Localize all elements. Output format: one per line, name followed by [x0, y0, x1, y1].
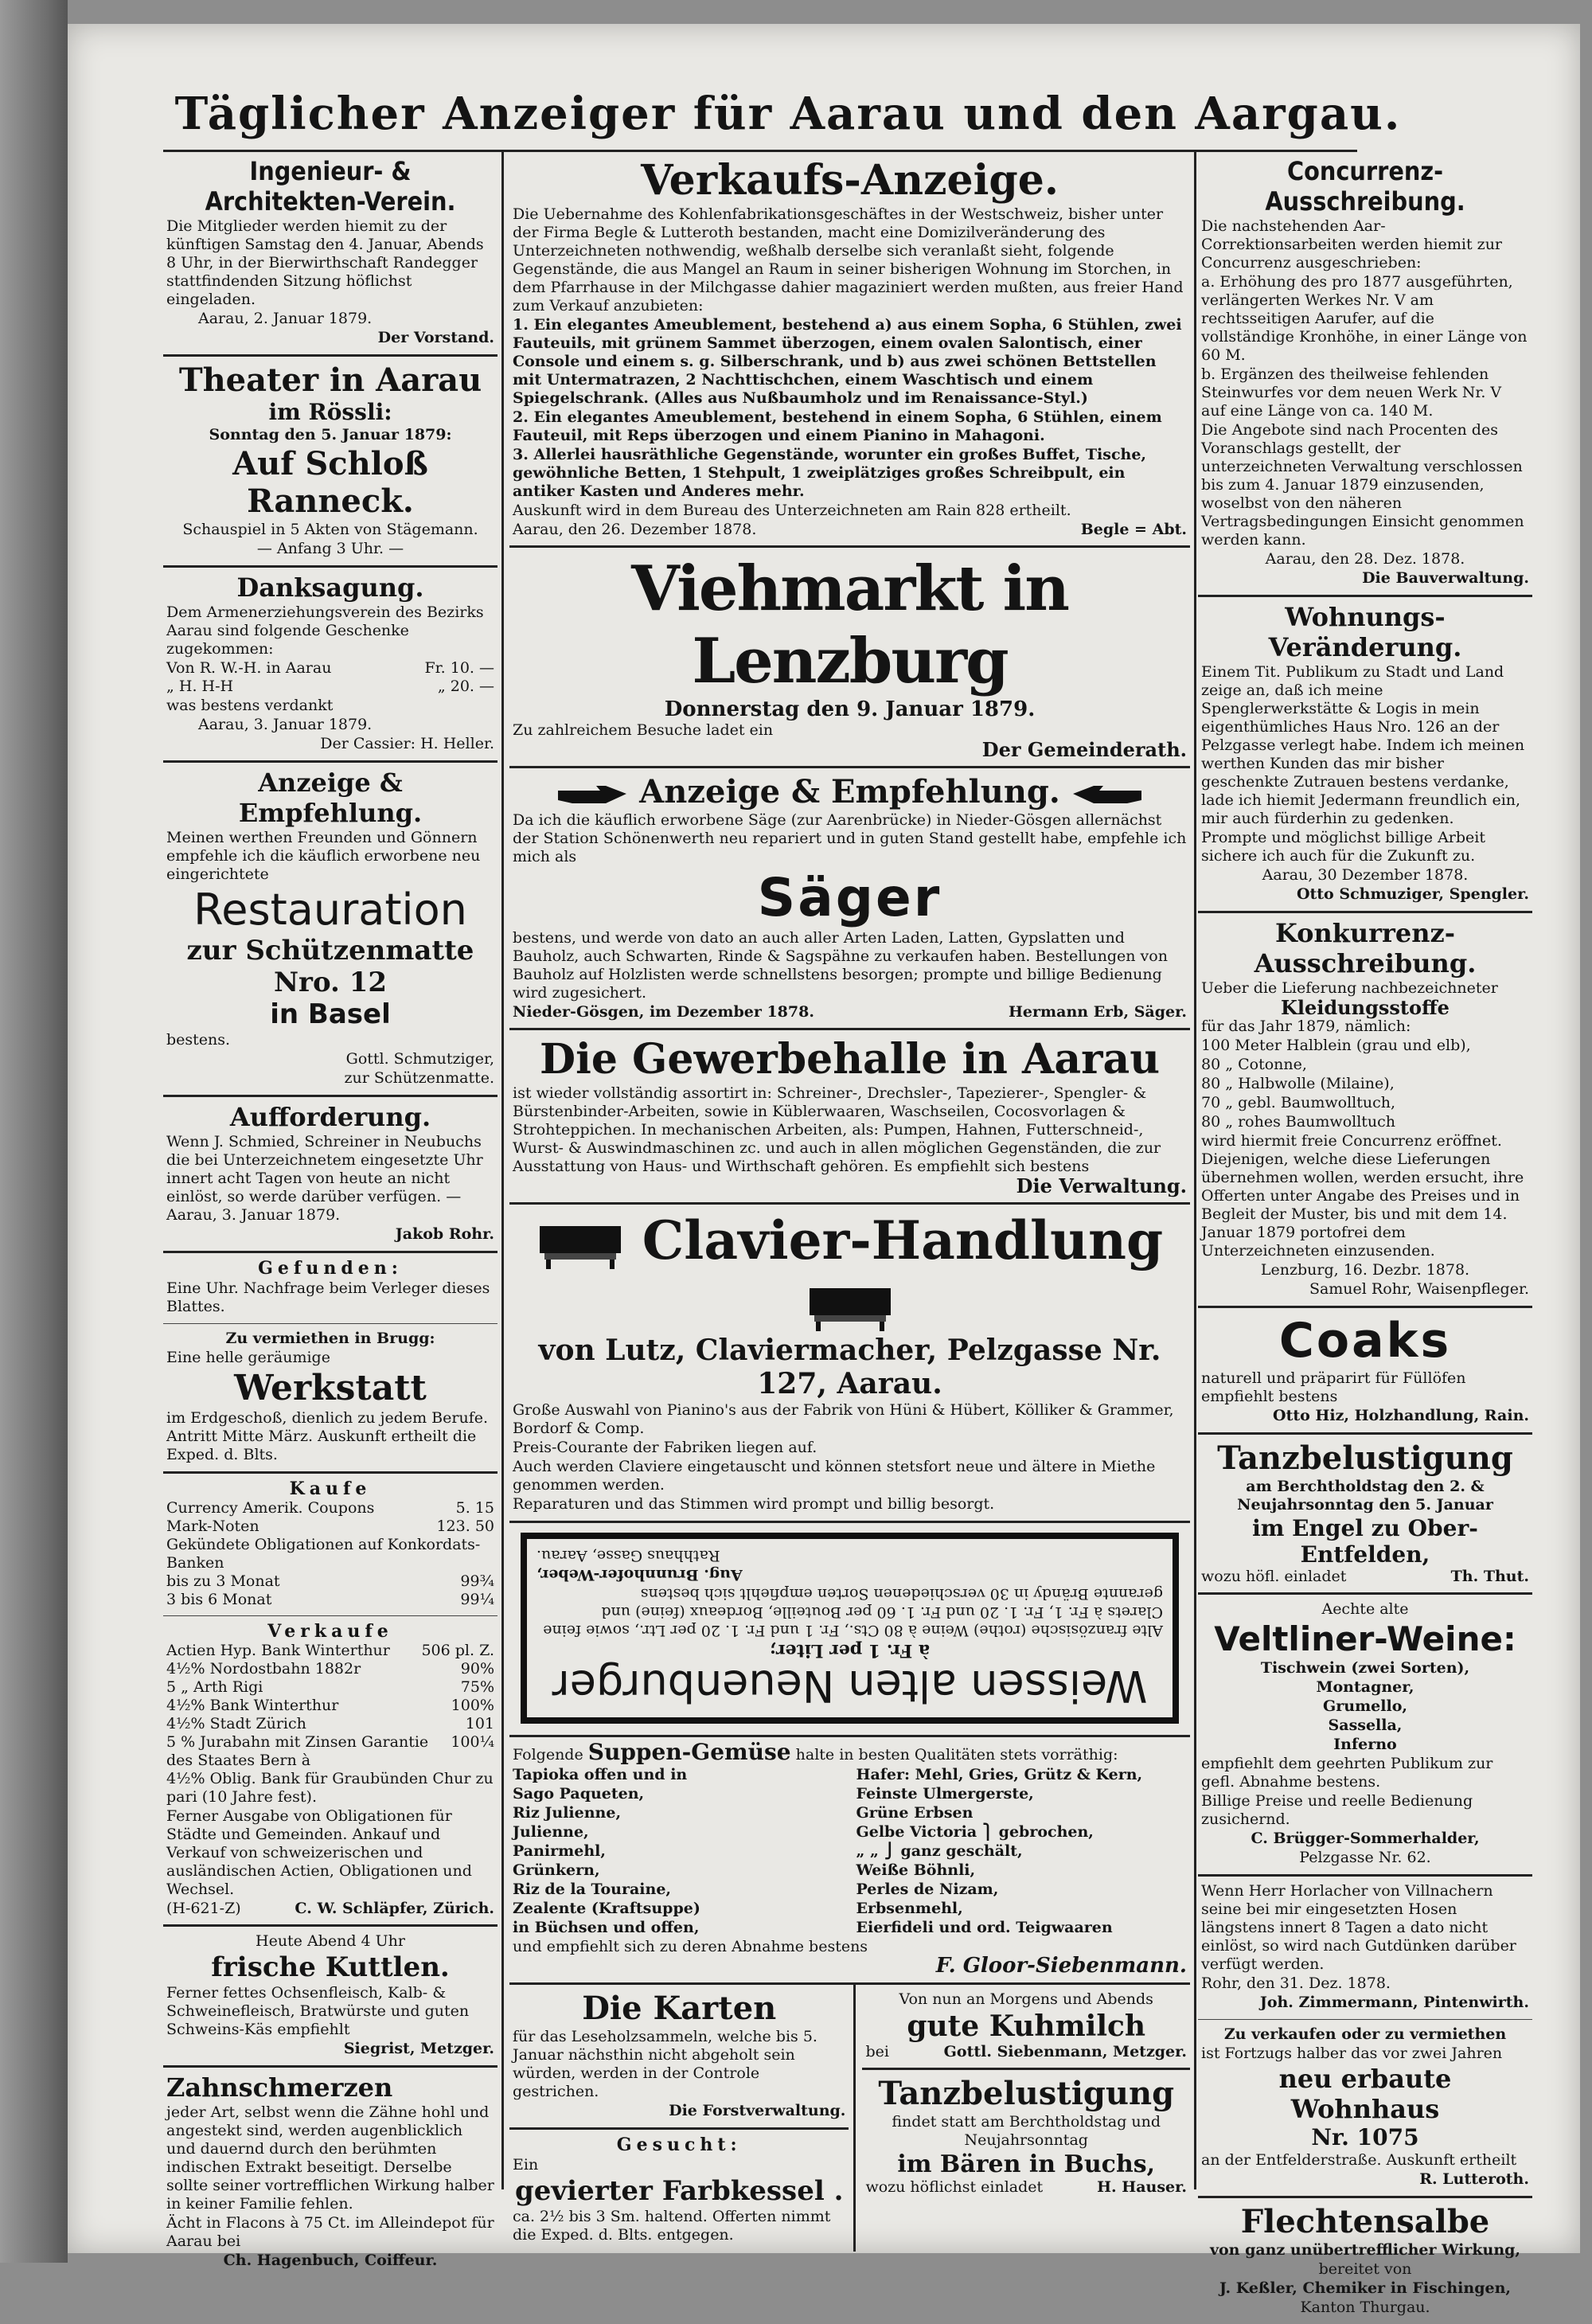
ad-title: Ingenieur- & Architekten-Verein. [205, 156, 456, 217]
ad-signature: Jakob Rohr. [395, 1225, 494, 1243]
column-rule-right [1194, 151, 1196, 2189]
material-item: 100 Meter Halblein (grau und elb), [1201, 1037, 1471, 1054]
ad-start-time: — Anfang 3 Uhr. — [256, 540, 404, 557]
ad-title: Tanzbelustigung [1217, 1439, 1513, 1477]
product-item: Tapioka offen und in [513, 1766, 688, 1783]
ad-title: Die Karten [582, 1990, 777, 2027]
ad-pretitle: Aechte alte [1321, 1600, 1409, 1618]
price-row [166, 1499, 494, 1517]
ad-clavier-handlung [509, 1205, 1190, 1523]
ad-tanz-buchs [862, 2070, 1190, 2203]
pointing-hand-right-icon [556, 783, 628, 807]
ad-title: Theater in Aarau [178, 361, 482, 399]
ad-title: Concurrenz-Ausschreibung. [1265, 156, 1465, 217]
ad-title: Verkaufe [267, 1621, 393, 1642]
ad-body: ist wieder vollständig assortirt in: Schreiner-, Drechsler-, Tapezierer-, Spengler- & Bürstenbinder-Arbeiten, sowie in Küblerwaaren, Waschseilen, Cocosvorlagen & Strohteppichen. In mechanischen Arbeiten, als: Pumpen, Hahnen, Futterschneid-, Wurst- & Auswindmaschinen zc. und auch in allen möglichen Gegenständen, die zur Ausstattung von Haus- und Wirthschaft gehören. Es empfiehlt sich bestens [513, 1084, 1161, 1175]
ad-body: an der Entfelderstraße. Auskunft ertheilt [1201, 2151, 1517, 2169]
ad-body: bereitet von [1318, 2260, 1412, 2278]
ad-body: am Berchtholdstag den 2. & Neujahrsonntag den 5. Januar [1237, 1478, 1493, 1514]
ad-code: (H-621-Z) [166, 1900, 241, 1917]
ad-headline: Veltliner-Weine: [1214, 1619, 1516, 1658]
ad-play-title: Auf Schloß Ranneck. [232, 445, 428, 520]
wine-item: Inferno [1333, 1736, 1397, 1753]
product-item: Riz Julienne, [513, 1804, 622, 1822]
masthead: Täglicher Anzeiger für Aarau und den Aargau. [174, 88, 1402, 140]
ad-restauration [163, 763, 498, 1097]
price-row-value: 99¼ [460, 1591, 494, 1608]
price-row-label: Gekündete Obligationen auf Konkordats-Banken [166, 1536, 481, 1572]
ad-title: Flechtensalbe [1240, 2203, 1490, 2240]
ad-body: Große Auswahl von Pianino's aus der Fabrik von Hüni & Hübert, Kölliker & Grammer, Bordorf & Comp. [513, 1401, 1174, 1437]
material-item: 80 „ Halbwolle (Milaine), [1201, 1075, 1395, 1092]
ad-signature: Otto Hiz, Holzhandlung, Rain. [1273, 1407, 1529, 1424]
wine-item: Montagner, [1316, 1678, 1414, 1696]
product-item: „ „ ⎭ ganz geschält, [856, 1842, 1023, 1860]
ad-signature: zur Schützenmatte. [344, 1069, 494, 1087]
ad-body: Die Angebote sind nach Procenten des Voranschlags gestellt, der unterzeichneten Verwaltung verschlossen bis zum 4. Januar 1879 einzusenden, woselbst von den näheren Vertragsbedingungen Einsicht genommen werden kann. [1201, 421, 1524, 549]
ad-city: in Basel [270, 998, 391, 1030]
ad-signature: H. Hauser. [1097, 2178, 1187, 2196]
ad-body: Auch werden Claviere eingetauscht und können stetsfort neue und ältere in Miethe genommen werden. [513, 1458, 1156, 1494]
bottom-mid-grid [509, 1985, 1190, 2252]
ad-gefunden [163, 1253, 498, 1324]
ad-item: Kleidungsstoffe [1281, 996, 1450, 1019]
price-row-value: 75% [460, 1678, 494, 1696]
product-item: Perles de Nizam, [856, 1881, 999, 1898]
product-item: Riz de la Touraine, [513, 1881, 672, 1898]
ad-body: Die nachstehenden Aar-Correktionsarbeiten werden hiemit zur Concurrenz ausgeschrieben: [1201, 217, 1503, 271]
ad-date: Donnerstag den 9. Januar 1879. [664, 697, 1036, 721]
ad-number: Nr. 1075 [1311, 2124, 1419, 2150]
ad-body: Die Mitglieder werden hiemit zu der künftigen Samstag den 4. Januar, Abends 8 Uhr, in der Bierwirthschaft Randegger stattfindenden Sitzung höflichst eingeladen. [166, 217, 484, 308]
price-row-label: 3 bis 6 Monat [166, 1591, 272, 1608]
ad-body: naturell und präparirt für Füllöfen empfiehlt bestens [1201, 1369, 1466, 1405]
ad-neuenburger-upside-down [509, 1523, 1190, 1737]
price-row-label: Currency Amerik. Coupons [166, 1499, 375, 1517]
ad-body: wozu höfl. einladet [1201, 1568, 1347, 1585]
price-row-label: 4½% Stadt Zürich [166, 1715, 306, 1732]
price-row [166, 1517, 494, 1536]
ad-theater [163, 357, 498, 568]
ad-subtitle: im Rössli: [268, 399, 392, 425]
ad-body: Dem Armenerziehungsverein des Bezirks Aarau sind folgende Geschenke zugekommen: [166, 603, 484, 658]
product-item: Julienne, [513, 1823, 589, 1841]
ad-title: Suppen-Gemüse [587, 1739, 791, 1765]
ad-signature: Der Gemeinderath. [981, 738, 1187, 761]
ad-title: Zahnschmerzen [166, 2072, 393, 2103]
ad-tanz-entfelden [1198, 1435, 1532, 1595]
product-list-left [513, 1765, 844, 1937]
material-item: 80 „ Cotonne, [1201, 1056, 1307, 1073]
ad-body: für das Leseholzsammeln, welche bis 5. Januar nächsthin nicht abgeholt sein würden, werden in der Controle gestrichen. [513, 2028, 817, 2100]
ad-body: Wenn Herr Horlacher von Villnachern seine bei mir eingesetzten Hosen längstens innert 8 Tagen a dato nicht einlöst, so wird nach Gutdünken darüber verfügt werden. [1201, 1882, 1516, 1973]
ad-signature: R. Lutteroth. [1419, 2170, 1529, 2188]
ad-title: Weissen alten Neuenburger [552, 1661, 1148, 1711]
ad-coaks [1198, 1308, 1532, 1435]
price-row-value: 100¼ [451, 1733, 494, 1751]
ad-zahnschmerzen [163, 2068, 498, 2277]
product-item: Hafer: Mehl, Gries, Grütz & Kern, [856, 1766, 1143, 1783]
ad-body: bestens. [166, 1031, 231, 1049]
price-row-value: 99¾ [460, 1572, 494, 1590]
ad-headline: Säger [757, 867, 942, 928]
product-item: Eierfideli und ord. Teigwaaren [856, 1919, 1113, 1936]
price-row-value: 123. 50 [436, 1517, 494, 1535]
price-row-value: 90% [460, 1660, 494, 1678]
ad-signature: Die Forstverwaltung. [669, 2102, 846, 2119]
ad-body: Meinen werthen Freunden und Gönnern empfehle ich die käuflich erworbene neu eingerichtete [166, 829, 481, 883]
ad-signature: Hermann Erb, Säger. [1008, 1003, 1187, 1021]
price-row-label: Actien Hyp. Bank Winterthur [166, 1642, 390, 1659]
ad-pretitle: Zu vermiethen in Brugg: [225, 1330, 435, 1347]
price-row [166, 1715, 494, 1733]
ad-body: Prompte und möglichst billige Arbeit sichere ich auch für die Zukunft zu. [1201, 829, 1485, 865]
ad-danksagung [163, 568, 498, 763]
ad-viehmarkt [509, 548, 1190, 768]
ad-body: Eine helle geräumige [166, 1349, 330, 1366]
ad-body: Einem Tit. Publikum zu Stadt und Land zeige an, daß ich meine Spenglerwerkstätte & Logis in mein eigenthümliches Haus Nro. 126 an der Pelzgasse verlegt habe. Indem ich meinen werthen Kunden das mir bisher geschenkte Zutrauen bestens verdanke, lade ich hiemit Jedermann freundlich ein, mir auch fürderhin zu gedenken. [1201, 663, 1525, 827]
ad-signature: Der Vorstand. [377, 329, 494, 346]
ad-body: Da ich die käuflich erworbene Säge (zur Aarenbrücke) in Nieder-Gösgen allernächst der Station Schönenwerth neu repariert und in guten Stand gestellt habe, empfehle ich mich als [513, 811, 1187, 865]
price-row-label: Mark-Noten [166, 1517, 259, 1535]
ad-title: Anzeige & Empfehlung. [238, 768, 423, 828]
ad-date: Aarau, den 26. Dezember 1878. [513, 521, 757, 538]
price-row [166, 1536, 494, 1572]
ad-signature: C. W. Schläpfer, Zürich. [295, 1900, 494, 1917]
price-row-label: 5 „ Arth Rigi [166, 1678, 263, 1696]
price-row [166, 1697, 494, 1715]
ad-signature: Gottl. Schmutziger, [345, 1050, 494, 1068]
ad-verkaufs-anzeige [509, 151, 1190, 548]
price-list [166, 1499, 494, 1609]
piano-icon [537, 1221, 624, 1269]
price-row [166, 1572, 494, 1591]
ad-body: jeder Art, selbst wenn die Zähne hohl und angestekt sind, werden augenblicklich und dauernd durch den berühmten indischen Extrakt beseitigt. Derselbe sollte seiner vortrefflichen Wirkung halber in keiner Familie fehlen. [166, 2103, 494, 2213]
price-row-value: 506 pl. Z. [421, 1642, 494, 1659]
product-item: Feinste Ulmergerste, [856, 1785, 1034, 1803]
ad-body: halte in besten Qualitäten stets vorräthig: [795, 1746, 1118, 1764]
ad-headline: Coaks [1278, 1313, 1452, 1369]
ad-body: Preis-Courante der Fabriken liegen auf. [513, 1439, 817, 1456]
ad-date: Sonntag den 5. Januar 1879: [209, 426, 452, 443]
ad-signature: C. Brügger-Sommerhalder, [1251, 1830, 1480, 1847]
wine-item: Sassella, [1328, 1717, 1403, 1734]
ad-signature: Kanton Thurgau. [1300, 2299, 1430, 2316]
product-item: Erbsenmehl, [856, 1900, 963, 1917]
ad-date: Rohr, den 31. Dez. 1878. [1201, 1974, 1391, 1992]
ad-werkstatt [163, 1324, 498, 1474]
ad-wohnhaus [1198, 2020, 1532, 2198]
ad-signature: Otto Schmuziger, Spengler. [1296, 885, 1529, 903]
ad-signature: Pelzgasse Nr. 62. [1299, 1849, 1431, 1866]
ad-date: Lenzburg, 16. Dezbr. 1878. [1260, 1261, 1470, 1279]
product-item: Zealente (Kraftsuppe) [513, 1900, 700, 1917]
ad-title: Viehmarkt in Lenzburg [631, 553, 1068, 697]
ad-body: ist Fortzugs halber das vor zwei Jahren [1201, 2045, 1503, 2062]
material-list [1201, 1037, 1529, 1131]
price-list [166, 1642, 494, 1806]
ad-place: im Bären in Buchs, [897, 2150, 1156, 2178]
column-rule-left [501, 151, 504, 2189]
wine-item: Grumello, [1323, 1697, 1407, 1715]
ad-pretitle: Zu verkaufen oder zu vermiethen [1223, 2025, 1507, 2043]
ad-item: 1. Ein elegantes Ameublement, bestehend a) aus einem Sopha, 6 Stühlen, zwei Fauteuils, mit grünem Sammet überzogen, einem ovalen Salontisch, einer Console und einem s. g. Silberschrank, und b) aus zwei schönen Bettstellen mit Untermatrazen, 2 Nachttischchen, einem Waschtisch und einem Spiegelschrank. (Alles aus Nußbaumholz und im Renaissance-Styl.) [513, 316, 1182, 407]
ad-konkurrenz [1198, 913, 1532, 1308]
price-row-label: 4½% Oblig. Bank für Graubünden Chur zu pari (10 Jahre fest). [166, 1770, 494, 1806]
ad-price: à Fr. 1 per Liter; [769, 1640, 931, 1661]
ad-body: Eine Uhr. Nachfrage beim Verleger dieses Blattes. [166, 1279, 490, 1315]
ad-concurrenz [1198, 151, 1532, 597]
ad-title: Wohnungs-Veränderung. [1268, 602, 1462, 662]
ad-body: Ächt in Flacons à 75 Ct. im Alleindepot für Aarau bei [166, 2214, 494, 2250]
ad-body: Alte französische (rothe) Weine à 80 Cts., Fr. 1 und Fr. 1. 20 per Ltr., sowie feine Clarets à Fr. 1, Fr. 1. 20 und Fr. 1. 60 per Bouteille, Bordeaux (feine) und gerannte Brändy in 30 verschiedenen Sorten empfiehlt sich bestens [543, 1585, 1163, 1639]
ad-signature: Ch. Hagenbuch, Coiffeur. [223, 2252, 438, 2269]
product-item: Panirmehl, [513, 1842, 606, 1860]
ad-signature: Die Verwaltung. [1016, 1174, 1187, 1197]
ad-title: Gesucht: [616, 2135, 742, 2155]
price-row-label: 4½% Nordostbahn 1882r [166, 1660, 361, 1678]
price-row [166, 1770, 494, 1806]
ad-signature: F. Gloor-Siebenmann. [935, 1954, 1187, 1978]
ad-signature: Gottl. Siebenmann, Metzger. [943, 2043, 1187, 2060]
ad-karten [509, 1985, 849, 2130]
ad-saeger [509, 768, 1190, 1030]
ad-veltliner [1198, 1595, 1532, 1877]
ad-headline: Restauration [193, 885, 467, 935]
binding-gutter [0, 0, 68, 2263]
donation-amount: „ 20. — [437, 678, 494, 695]
ad-item: 3. Allerlei hausräthliche Gegenstände, worunter ein großes Buffet, Tische, gewöhnliche Betten, 1 Stehpult, 1 zweiplätziges großes Schreibpult, ein antiker Kasten und Anderes mehr. [513, 446, 1147, 500]
ad-title: Gefunden: [258, 1258, 403, 1279]
column-left [163, 151, 498, 2277]
price-row [166, 1591, 494, 1609]
wine-list [1201, 1659, 1529, 1754]
product-item: Sago Paqueten, [513, 1785, 645, 1803]
price-row-label: 4½% Bank Winterthur [166, 1697, 339, 1714]
product-item: in Büchsen und offen, [513, 1919, 700, 1936]
ad-item: a. Erhöhung des pro 1877 ausgeführten, verlängerten Werkes Nr. V am rechtsseitigen Aarufer, auf die vollständige Kronhöhe, in einer Länge von 60 M. [1201, 273, 1528, 364]
material-item: 80 „ rohes Baumwolltuch [1201, 1113, 1396, 1131]
ad-flechtensalbe [1198, 2198, 1532, 2324]
ad-headline: gute Kuhmilch [907, 2010, 1146, 2043]
material-item: 70 „ gebl. Baumwolltuch, [1201, 1094, 1396, 1111]
piano-icon [806, 1283, 894, 1331]
ad-subtitle: von Lutz, Claviermacher, Pelzgasse Nr. 127, Aarau. [538, 1334, 1161, 1400]
ad-body: Billige Preise und reelle Bedienung zusichernd. [1201, 1792, 1473, 1828]
product-grid [513, 1765, 1187, 1937]
ad-kuttlen [163, 1927, 498, 2068]
ad-item: 2. Ein elegantes Ameublement, bestehend in einem Sopha, 6 Stühlen, einem Fauteuil, mit Reps überzogen und einem Pianino in Mahagoni. [513, 408, 1162, 444]
ad-body: Folgende [513, 1746, 583, 1764]
ad-kaufe [163, 1474, 498, 1616]
bottom-mid-right [856, 1985, 1190, 2252]
ad-title: Konkurrenz-Ausschreibung. [1254, 918, 1477, 978]
product-item: Gelbe Victoria ⎫ gebrochen, [856, 1823, 1094, 1841]
product-item: Weiße Böhnli, [856, 1861, 976, 1879]
product-item: Grüne Erbsen [856, 1804, 974, 1822]
ad-title: Clavier-Handlung [513, 1209, 1187, 1334]
ad-title: Die Gewerbehalle in Aarau [539, 1035, 1160, 1084]
price-row-value: 100% [451, 1697, 494, 1714]
price-row [166, 1733, 494, 1770]
price-row-label: bis zu 3 Monat [166, 1572, 280, 1590]
ad-signature: Begle = Abt. [1080, 521, 1187, 538]
ad-suppen-gemuese [509, 1737, 1190, 1985]
ad-signature: J. Keßler, Chemiker in Fischingen, [1219, 2279, 1512, 2297]
ad-body: wozu höflichst einladet [865, 2178, 1044, 2196]
ad-gewerbehalle [509, 1030, 1190, 1205]
ad-body: wird hiermit freie Concurrenz eröffnet. Diejenigen, welche diese Lieferungen übernehmen wollen, werden ersucht, ihre Offerten unter Angabe des Preises und in Begleit der Muster, bis und mit dem 14. Januar 1879 portofrei dem Unterzeichneten einzusenden. [1201, 1132, 1524, 1260]
ad-body: findet statt am Berchtholdstag und Neujahrsonntag [892, 2113, 1161, 2149]
pointing-hand-left-icon [1071, 783, 1143, 807]
ad-date: Nieder-Gösgen, im Dezember 1878. [513, 1003, 814, 1021]
ad-aufforderung [163, 1097, 498, 1253]
donation-amount: Fr. 10. — [424, 659, 494, 677]
ad-kuhmilch [862, 1985, 1190, 2070]
ad-verkaufe [163, 1616, 498, 1927]
ad-body: von ganz unübertrefflicher Wirkung, [1209, 2241, 1521, 2259]
ad-wohnungs-veraenderung [1198, 597, 1532, 913]
product-list-right [856, 1765, 1188, 1937]
ad-signature: Samuel Rohr, Waisenpfleger. [1309, 1280, 1529, 1298]
ad-date: Aarau, 30 Dezember 1878. [1262, 866, 1469, 884]
column-middle [509, 151, 1190, 2252]
ad-title: Kaufe [289, 1478, 372, 1499]
price-row-value: 101 [465, 1715, 494, 1732]
ad-body: empfiehlt dem geehrten Publikum zur gefl. Abnahme bestens. [1201, 1755, 1493, 1791]
donation-name: „ H. H-H [166, 678, 234, 695]
ad-title: Aufforderung. [229, 1102, 431, 1132]
ad-signature: Der Cassier: H. Heller. [320, 735, 494, 752]
ad-headline: neu erbaute Wohnhaus [1278, 2064, 1452, 2124]
ad-body: Ferner fettes Ochsenfleisch, Kalb- & Schweinefleisch, Bratwürste und guten Schweins-Käs empfiehlt [166, 1984, 470, 2038]
ad-date: Aarau, den 28. Dez. 1878. [1265, 550, 1465, 568]
ad-signature: Joh. Zimmermann, Pintenwirth. [1259, 1994, 1529, 2011]
price-row [166, 1642, 494, 1660]
ad-item: b. Ergänzen des theilweise fehlenden Steinwurfes vor dem neuen Werk Nr. V auf eine Länge von ca. 140 M. [1201, 365, 1502, 420]
ad-body: Zu zahlreichem Besuche ladet ein [513, 721, 774, 739]
price-row-label: 5 % Jurabahn mit Zinsen Garantie des Staates Bern à [166, 1733, 429, 1769]
ad-title: Anzeige & Empfehlung. [513, 773, 1187, 810]
ad-body: im Erdgeschoß, dienlich zu jedem Berufe. Antritt Mitte März. Auskunft ertheilt die Exped. d. Blts. [166, 1409, 489, 1463]
ad-body: Die Uebernahme des Kohlenfabrikationsgeschäftes in der Westschweiz, bisher unter der Firma Begle & Lutteroth bestanden, macht eine Domizilveränderung des Unterzeichneten nothwendig, weßhalb derselbe sich veranlaßt sieht, folgende Gegenstände, die aus Mangel an Raum in seiner bisherigen Wohnung im Storchen, in dem Pfarrhause in der Milchgasse dahier magaziniert werden mußten, aus freier Hand zum Verkauf anzubieten: [513, 205, 1184, 314]
ad-body: Auskunft wird in dem Bureau des Unterzeichneten am Rain 828 ertheilt. [513, 502, 1071, 519]
ad-body: und empfiehlt sich zu deren Abnahme bestens [513, 1938, 868, 1955]
ad-headline: gevierter Farbkessel . [515, 2175, 844, 2207]
ad-place: im Engel zu Ober-Entfelden, [1252, 1515, 1478, 1568]
bottom-mid-left [509, 1985, 856, 2252]
ad-gesucht [509, 2130, 849, 2252]
price-row [166, 1660, 494, 1678]
ad-ingenieur-verein [163, 151, 498, 357]
ad-body: ca. 2½ bis 3 Sm. haltend. Offerten nimmt die Exped. d. Blts. entgegen. [513, 2208, 831, 2244]
ad-title: Danksagung. [236, 572, 424, 603]
ad-headline: frische Kuttlen. [211, 1951, 450, 1983]
wine-item: Tischwein (zwei Sorten), [1260, 1659, 1470, 1677]
ad-body: bestens, und werde von dato an auch aller Arten Laden, Latten, Gypslatten und Bauholz, auch Schwarten, Rinde & Sagspähne zu verkaufen haben. Bestellungen von Bauholz auf Holzlisten werde schnellstens besorgen; prompte und billige Bedienung wird zugesichert. [513, 929, 1168, 1002]
column-right [1198, 151, 1532, 2324]
ad-place: zur Schützenmatte Nro. 12 [186, 935, 474, 998]
ad-body: Schauspiel in 5 Akten von Stägemann. [182, 521, 478, 538]
price-row [166, 1678, 494, 1697]
ad-title: Tanzbelustigung [878, 2075, 1175, 2112]
ad-body: bei [865, 2043, 889, 2060]
ad-signature: Th. Thut. [1450, 1568, 1529, 1585]
inverted-box [521, 1533, 1179, 1724]
ad-pretitle: Von nun an Morgens und Abends [899, 1990, 1153, 2008]
ad-body: Wenn J. Schmied, Schreiner in Neubuchs die bei Unterzeichnetem eingesetzte Uhr innert acht Tagen von heute an nicht einlöst, so werde darüber verfügen. — Aarau, 3. Januar 1879. [166, 1133, 483, 1224]
ad-signature: Aug. Brunnhofer-Weber, [537, 1566, 743, 1584]
product-item: Grünkern, [513, 1861, 600, 1879]
price-row-value: 5. 15 [455, 1499, 494, 1517]
ad-pretitle: Heute Abend 4 Uhr [256, 1932, 405, 1950]
donation-name: Von R. W.-H. in Aarau [166, 659, 332, 677]
ad-title: Verkaufs-Anzeige. [641, 156, 1059, 205]
ad-signature: Rathhaus Gasse, Aarau. [537, 1547, 720, 1564]
ad-signature: Die Bauverwaltung. [1362, 569, 1529, 587]
ad-headline: Werkstatt [234, 1368, 427, 1408]
ad-date: Aarau, 2. Januar 1879. [198, 310, 373, 327]
ad-horlacher [1198, 1877, 1532, 2020]
ad-body: für das Jahr 1879, nämlich: [1201, 1017, 1411, 1035]
ad-body: Ferner Ausgabe von Obligationen für Städte und Gemeinden. Ankauf und Verkauf von schweizerischen und ausländischen Actien, Obligationen und Wechsel. [166, 1807, 472, 1898]
ad-body: Reparaturen und das Stimmen wird prompt und billig besorgt. [513, 1495, 995, 1513]
ad-body: Ueber die Lieferung nachbezeichneter [1201, 979, 1498, 997]
ad-date: Aarau, 3. Januar 1879. [198, 716, 373, 733]
ad-signature: Siegrist, Metzger. [343, 2040, 494, 2057]
ad-body: Ein [513, 2156, 539, 2174]
ad-body: was bestens verdankt [166, 697, 334, 714]
